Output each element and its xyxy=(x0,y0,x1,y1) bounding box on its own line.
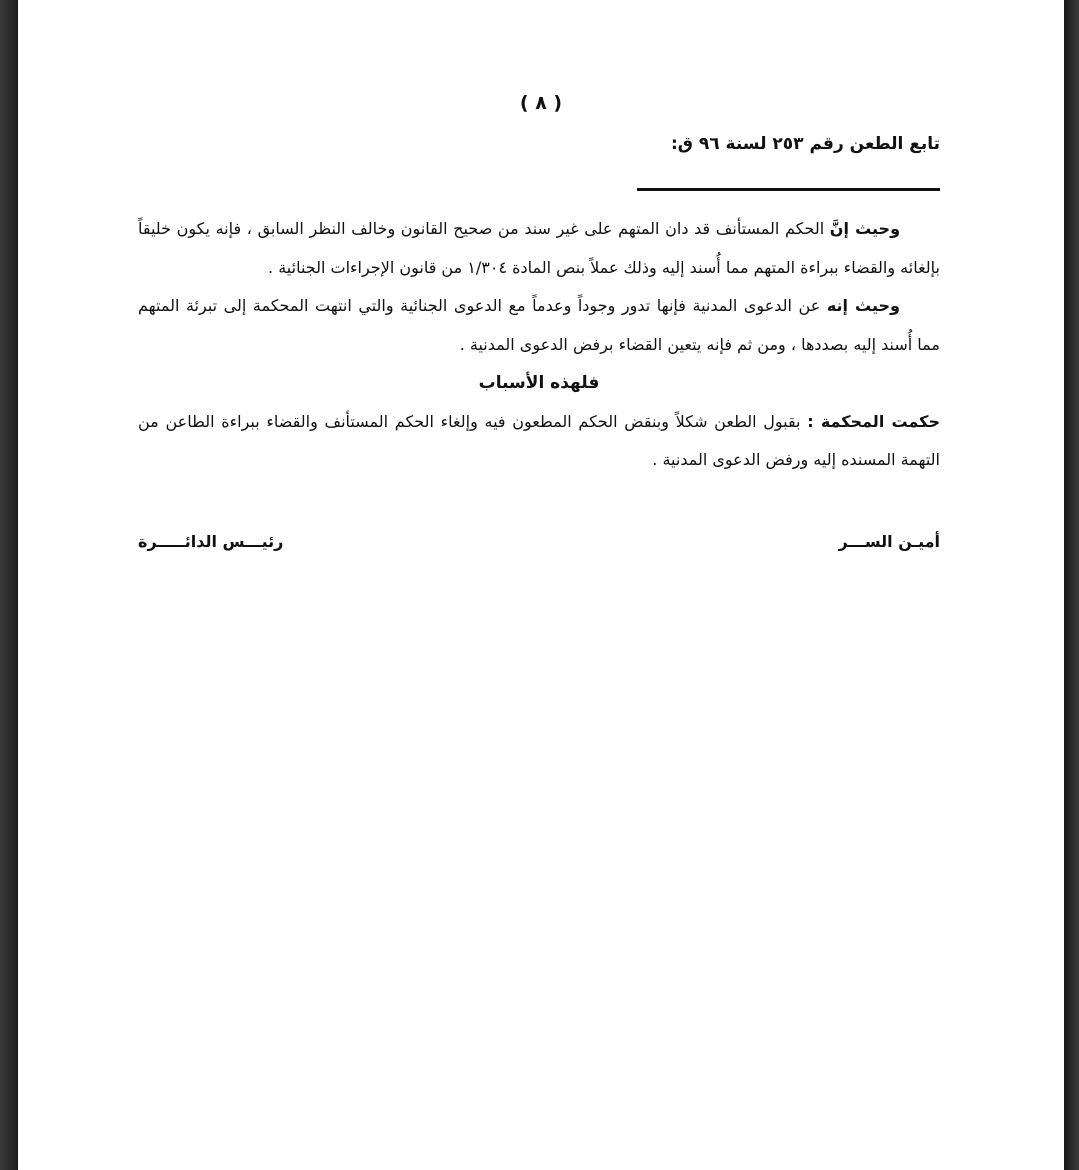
paragraph-lead: وحيث إنه xyxy=(826,296,900,315)
document-page xyxy=(18,0,1064,1170)
paragraph-lead: حكمت المحكمة : xyxy=(807,411,940,431)
president-signature: رئيـــس الدائـــــرة xyxy=(138,532,284,551)
paragraph-lead: وحيث إنَّ xyxy=(829,219,901,238)
paragraph-text: بقبول الطعن شكلاً وبنقض الحكم المطعون فيه وإلغاء الحكم المستأنف والقضاء ببراءة الطاعن من التهمة المسنده إليه ورفض الدعوى المدنية . xyxy=(138,411,940,469)
section-title: فلهذه الأسباب xyxy=(478,373,600,393)
scan-edge-left xyxy=(0,0,18,1170)
document-heading: تابع الطعن رقم ٢٥٣ لسنة ٩٦ ق: xyxy=(670,134,940,154)
paragraph-ruling xyxy=(138,403,940,480)
paragraph-reasoning-criminal xyxy=(138,210,940,287)
secretary-signature: أميـن الســـر xyxy=(838,532,940,551)
paragraph-text: عن الدعوى المدنية فإنها تدور وجوداً وعدماً مع الدعوى الجنائية والتي انتهت المحكمة إلى تبرئة المتهم مما أُسند إليه بصددها ، ومن ثم فإنه يتعين القضاء برفض الدعوى المدنية . xyxy=(138,296,940,354)
scan-edge-right xyxy=(1064,0,1079,1170)
paragraph-text: الحكم المستأنف قد دان المتهم على غير سند من صحيح القانون وخالف النظر السابق ، فإنه يكون خليقاً بإلغائه والقضاء ببراءة المتهم مما أُسند إليه وذلك عملاً بنص المادة ١/٣٠٤ من قانون الإجراءات الجنائية . xyxy=(138,219,940,277)
paragraph-reasoning-civil xyxy=(138,287,940,364)
signature-block xyxy=(138,532,940,562)
page-number: ( ٨ ) xyxy=(519,92,563,114)
heading-underline xyxy=(637,188,940,191)
document-body xyxy=(138,210,940,480)
